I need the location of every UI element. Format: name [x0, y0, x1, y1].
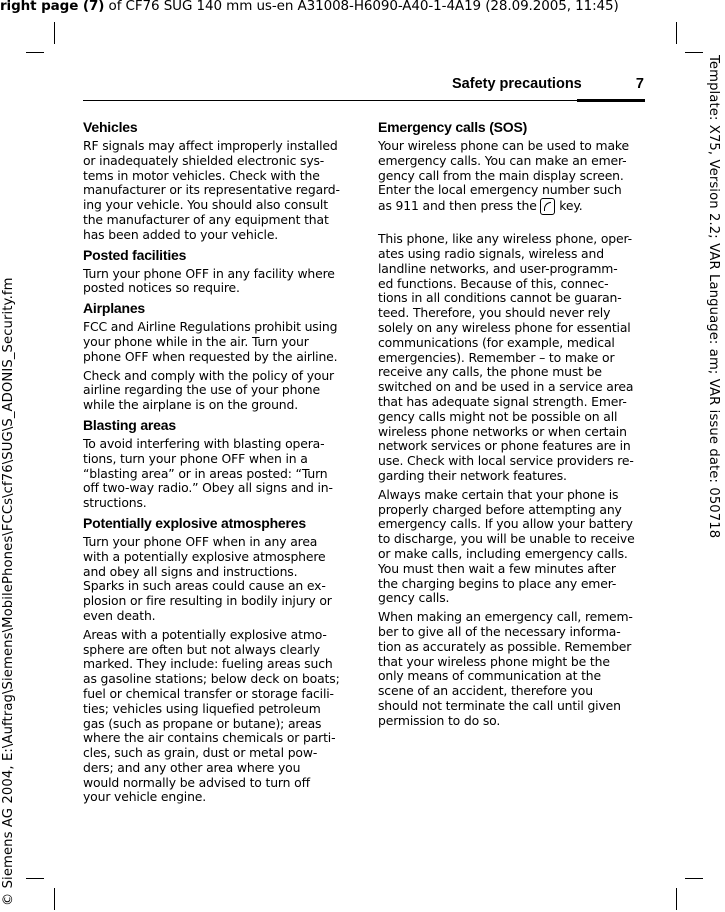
paragraph-emergency-3: Always make certain that your phone is properly charged before attempting any emergency calls. If you allow your battery to discharge, you will be unable to receive or make calls, including emergency calls. You must then wait a few minutes after the charging begins to place any emer- gency calls.	[378, 486, 635, 606]
paragraph-airplanes-1: FCC and Airline Regulations prohibit using your phone while in the air. Turn your phone OFF when requested by the airline.	[83, 319, 338, 364]
crop-mark	[676, 22, 677, 44]
section-heading-blasting-areas: Blasting areas	[83, 416, 176, 433]
section-heading-vehicles: Vehicles	[83, 119, 138, 135]
paragraph-emergency-2: This phone, like any wireless phone, oper- ates using radio signals, wireless and landline networks, and user-programm- ed functions. Because of this, connec- tions in all conditions cannot be guaran- teed. Therefore, you should never rely solely on any wireless phone for essential communications (for example, medical emergencies). Remember – to make or receive any calls, the phone must be switched on and be used in a service area that has adequate signal strength. Emer- gency calls might not be possible on all wireless phone networks or when certain network services or phone features are in use. Check with local service providers re- garding their network features.	[378, 231, 634, 483]
crop-mark	[54, 22, 55, 44]
emergency-text-after-key: key.	[555, 198, 583, 214]
paragraph-posted-facilities: Turn your phone OFF in any facility where posted notices so require.	[83, 265, 335, 296]
crop-mark	[685, 878, 703, 879]
emergency-text-before-key: Your wireless phone can be used to make emergency calls. You can make an emer- gency call from the main display screen. Enter the local emergency number such as 911 and then press the	[378, 138, 629, 214]
crop-mark	[54, 888, 55, 910]
print-info-page: right page (7)	[0, 0, 105, 14]
section-heading-posted-facilities: Posted facilities	[83, 246, 187, 263]
call-key-icon	[540, 198, 555, 215]
crop-mark	[26, 52, 44, 53]
crop-mark	[676, 888, 677, 910]
paragraph-emergency-1	[378, 139, 646, 215]
copyright-path: © Siemens AG 2004, E:\Auftrag\Siemens\MobilePhones\FCCs\cf76\SUG\S_ADONIS_Security.fm	[1, 277, 16, 906]
section-heading-airplanes: Airplanes	[83, 300, 145, 317]
template-info: Template: X75, Version 2.2; VAR Language: am; VAR issue date: 050718	[706, 55, 721, 539]
paragraph-airplanes-2: Check and comply with the policy of your airline regarding the use of your phone while the airplane is on the ground.	[83, 367, 335, 413]
right-column	[378, 119, 646, 728]
page-number: 7	[635, 76, 644, 92]
paragraph-blasting-areas: To avoid interfering with blasting opera- tions, turn your phone OFF when in a “blasting area” or in areas posted: “Turn off two-way radio.” Obey all signs and in- structions.	[83, 435, 333, 511]
crop-mark	[26, 878, 44, 879]
page-header-title: Safety precautions	[452, 76, 582, 92]
section-heading-explosive-atmospheres: Potentially explosive atmospheres	[83, 514, 306, 531]
print-info-details: of CF76 SUG 140 mm us-en A31008-H6090-A40-1-4A19 (28.09.2005, 11:45)	[104, 0, 619, 14]
left-column	[83, 119, 351, 805]
paragraph-vehicles: RF signals may affect improperly installed or inadequately shielded electronic sys- tems in motor vehicles. Check with the manufacturer or its representative regard- ing your vehicle. You should also consult the manufacturer of any equipment that has been added to your vehicle.	[83, 138, 340, 242]
paragraph-emergency-4: When making an emergency call, remem- ber to give all of the necessary informa- tion as accurately as possible. Remember that your wireless phone might be the only means of communication at the scene of an accident, therefore you should not terminate the call until given permission to do so.	[378, 609, 633, 728]
header-rule	[83, 100, 645, 101]
print-info-line	[0, 0, 725, 14]
header-rule-accent	[577, 99, 645, 102]
paragraph-explosive-2: Areas with a potentially explosive atmo- sphere are often but not always clearly marked. They include: fueling areas such as gasoline stations; below deck on boats; fuel or chemical transfer or storage facili- ties; vehicles using liquefied petroleum gas (such as propane or butane); areas where the air contains chemicals or parti- cles, such as grain, dust or metal pow- ders; and any other area where you would normally be advised to turn off your vehicle engine.	[83, 626, 340, 805]
section-heading-emergency-calls: Emergency calls (SOS)	[378, 119, 528, 135]
crop-mark	[685, 52, 703, 53]
paragraph-explosive-1: Turn your phone OFF when in any area with a potentially explosive atmosphere and obey all signs and instructions. Sparks in such areas could cause an ex- plosion or fire resulting in bodily injury or even death.	[83, 533, 332, 623]
